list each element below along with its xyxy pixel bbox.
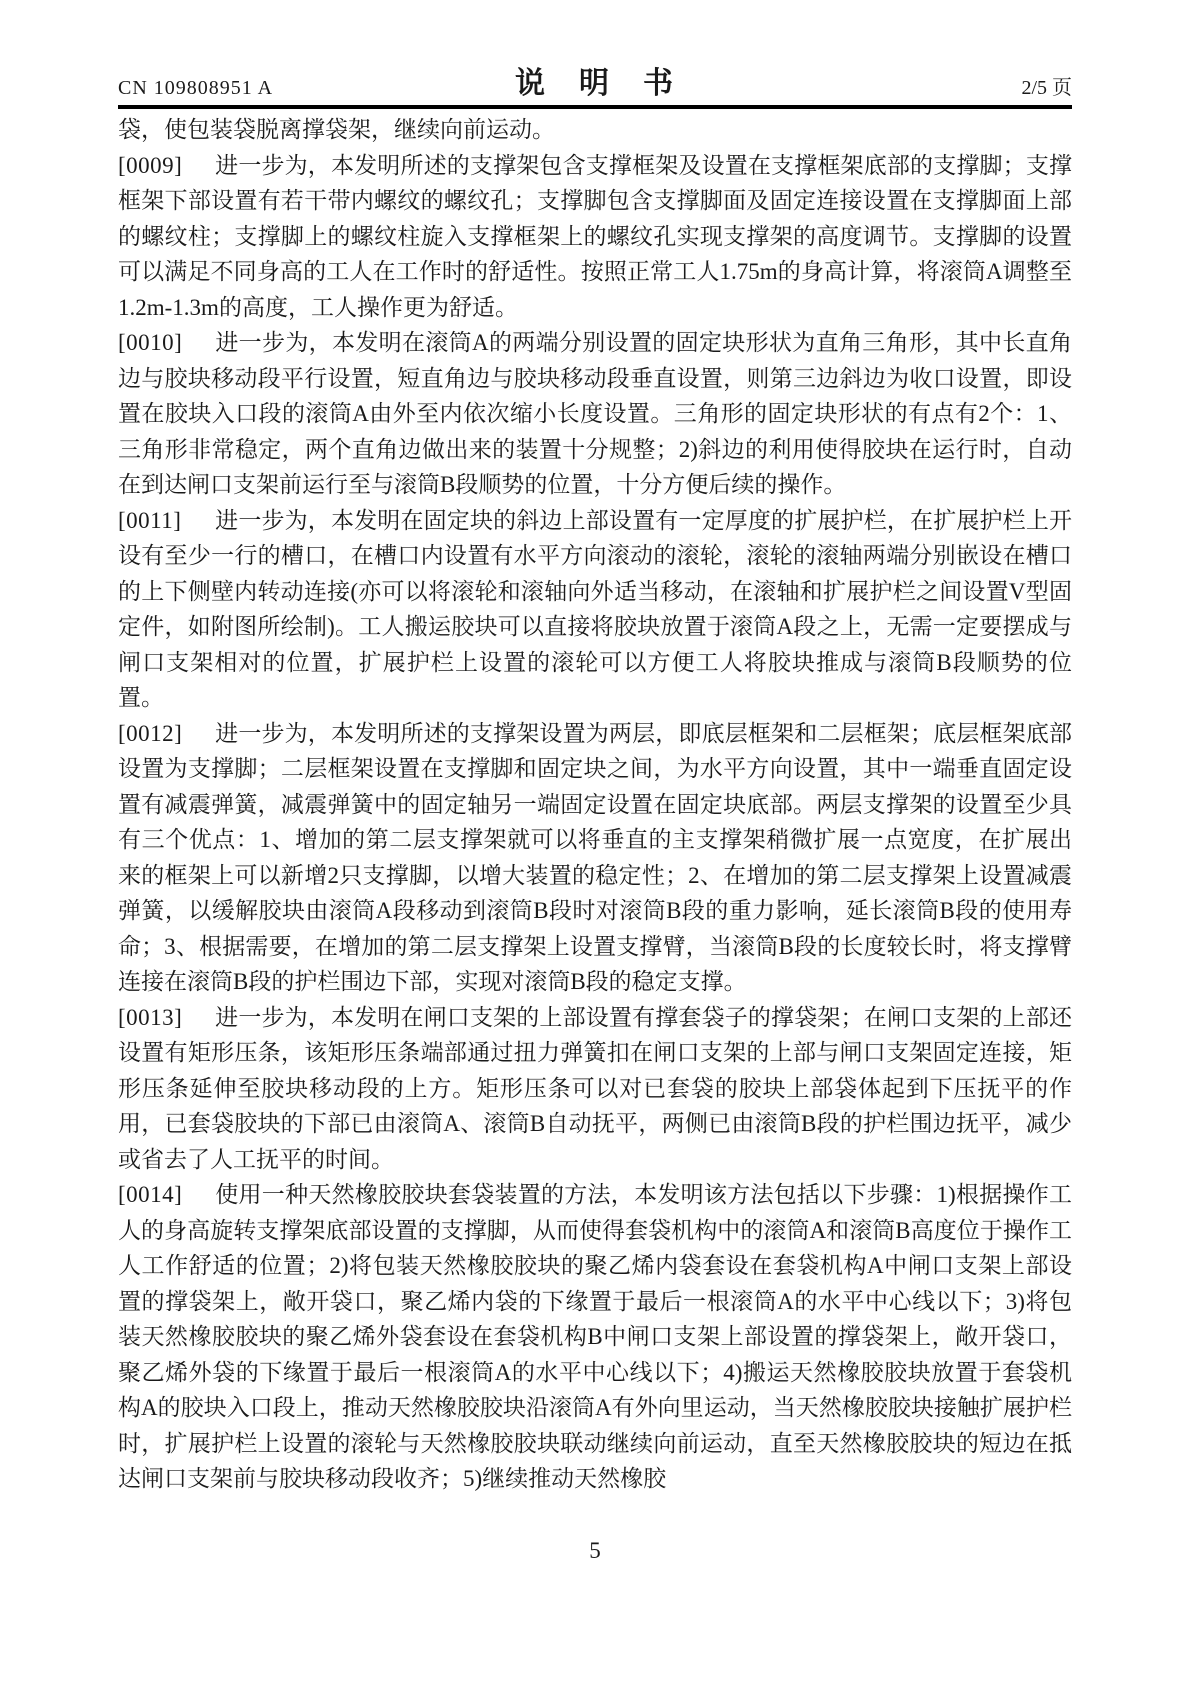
paragraph-text: 进一步为，本发明在闸口支架的上部设置有撑套袋子的撑袋架；在闸口支架的上部还设置有矩形压条，该矩形压条端部通过扭力弹簧扣在闸口支架的上部与闸口支架固定连接，矩形压条延伸至胶块移动段的上方。矩形压条可以对已套袋的胶块上部袋体起到下压抚平的作用，已套袋胶块的下部已由滚筒A、滚筒B自动抚平，两侧已由滚筒B段的护栏围边抚平，减少或省去了人工抚平的时间。 bbox=[118, 1004, 1072, 1172]
paragraph-text: 进一步为，本发明在固定块的斜边上部设置有一定厚度的扩展护栏，在扩展护栏上开设有至少一行的槽口，在槽口内设置有水平方向滚动的滚轮，滚轮的滚轴两端分别嵌设在槽口的上下侧壁内转动连接(亦可以将滚轮和滚轴向外适当移动，在滚轴和扩展护栏之间设置V型固定件，如附图所绘制)。工人搬运胶块可以直接将胶块放置于滚筒A段之上，无需一定要摆成与闸口支架相对的位置，扩展护栏上设置的滚轮可以方便工人将胶块推成与滚筒B段顺势的位置。 bbox=[118, 507, 1072, 710]
paragraph-number: [0014] bbox=[118, 1182, 183, 1207]
page-number: 5 bbox=[589, 1538, 601, 1563]
paragraph-number: [0012] bbox=[118, 720, 183, 746]
patent-paragraph-0011 bbox=[118, 503, 1072, 716]
patent-paragraph-0009 bbox=[118, 148, 1072, 326]
paragraph-text: 使用一种天然橡胶胶块套袋装置的方法，本发明该方法包括以下步骤：1)根据操作工人的身高旋转支撑架底部设置的支撑脚，从而使得套袋机构中的滚筒A和滚筒B高度位于操作工人工作舒适的位置；2)将包装天然橡胶胶块的聚乙烯内袋套设在套袋机构A中闸口支架上部设置的撑袋架上，敞开袋口，聚乙烯内袋的下缘置于最后一根滚筒A的水平中心线以下；3)将包装天然橡胶胶块的聚乙烯外袋套设在套袋机构B中闸口支架上部设置的撑袋架上，敞开袋口，聚乙烯外袋的下缘置于最后一根滚筒A的水平中心线以下；4)搬运天然橡胶胶块放置于套袋机构A的胶块入口段上，推动天然橡胶胶块沿滚筒A有外向里运动，当天然橡胶胶块接触扩展护栏时，扩展护栏上设置的滚轮与天然橡胶胶块联动继续向前运动，直至天然橡胶胶块的短边在抵达闸口支架前与胶块移动段收齐；5)继续推动天然橡胶 bbox=[118, 1182, 1072, 1491]
patent-paragraph-0014 bbox=[118, 1177, 1072, 1497]
page-indicator: 2/5 页 bbox=[1021, 77, 1072, 99]
header-divider bbox=[118, 105, 1072, 109]
paragraph-text: 进一步为，本发明在滚筒A的两端分别设置的固定块形状为直角三角形，其中长直角边与胶块移动段平行设置，短直角边与胶块移动段垂直设置，则第三边斜边为收口设置，即设置在胶块入口段的滚筒A由外至内依次缩小长度设置。三角形的固定块形状的有点有2个：1、三角形非常稳定，两个直角边做出来的装置十分规整；2)斜边的利用使得胶块在运行时，自动在到达闸口支架前运行至与滚筒B段顺势的位置，十分方便后续的操作。 bbox=[118, 330, 1072, 497]
paragraph-text: 进一步为，本发明所述的支撑架包含支撑框架及设置在支撑框架底部的支撑脚；支撑框架下部设置有若干带内螺纹的螺纹孔；支撑脚包含支撑脚面及固定连接设置在支撑脚面上部的螺纹柱；支撑脚上的螺纹柱旋入支撑框架上的螺纹孔实现支撑架的高度调节。支撑脚的设置可以满足不同身高的工人在工作时的舒适性。按照正常工人1.75m的身高计算，将滚筒A调整至1.2m-1.3m的高度，工人操作更为舒适。 bbox=[118, 152, 1072, 320]
paragraph-number: [0009] bbox=[118, 152, 183, 178]
paragraph-number: [0010] bbox=[118, 330, 183, 355]
specification-body bbox=[118, 112, 1072, 1497]
paragraph-number: [0011] bbox=[118, 507, 182, 533]
continuation-line: 袋，使包装袋脱离撑袋架，继续向前运动。 bbox=[118, 117, 555, 142]
patent-paragraph-0012 bbox=[118, 716, 1072, 1000]
patent-paragraph-0010 bbox=[118, 325, 1072, 503]
patent-paragraph-0013 bbox=[118, 1000, 1072, 1178]
document-title: 说 明 书 bbox=[515, 67, 675, 100]
page-header bbox=[118, 58, 1072, 104]
publication-number: CN 109808951 A bbox=[118, 77, 274, 99]
paragraph-number: [0013] bbox=[118, 1004, 183, 1030]
paragraph-text: 进一步为，本发明所述的支撑架设置为两层，即底层框架和二层框架；底层框架底部设置为支撑脚；二层框架设置在支撑脚和固定块之间，为水平方向设置，其中一端垂直固定设置有减震弹簧，减震弹簧中的固定轴另一端固定设置在固定块底部。两层支撑架的设置至少具有三个优点：1、增加的第二层支撑架就可以将垂直的主支撑架稍微扩展一点宽度，在扩展出来的框架上可以新增2只支撑脚，以增大装置的稳定性；2、在增加的第二层支撑架上设置减震弹簧，以缓解胶块由滚筒A段移动到滚筒B段时对滚筒B段的重力影响，延长滚筒B段的使用寿命；3、根据需要，在增加的第二层支撑架上设置支撑臂，当滚筒B段的长度较长时，将支撑臂连接在滚筒B段的护栏围边下部，实现对滚筒B段的稳定支撑。 bbox=[118, 720, 1072, 994]
